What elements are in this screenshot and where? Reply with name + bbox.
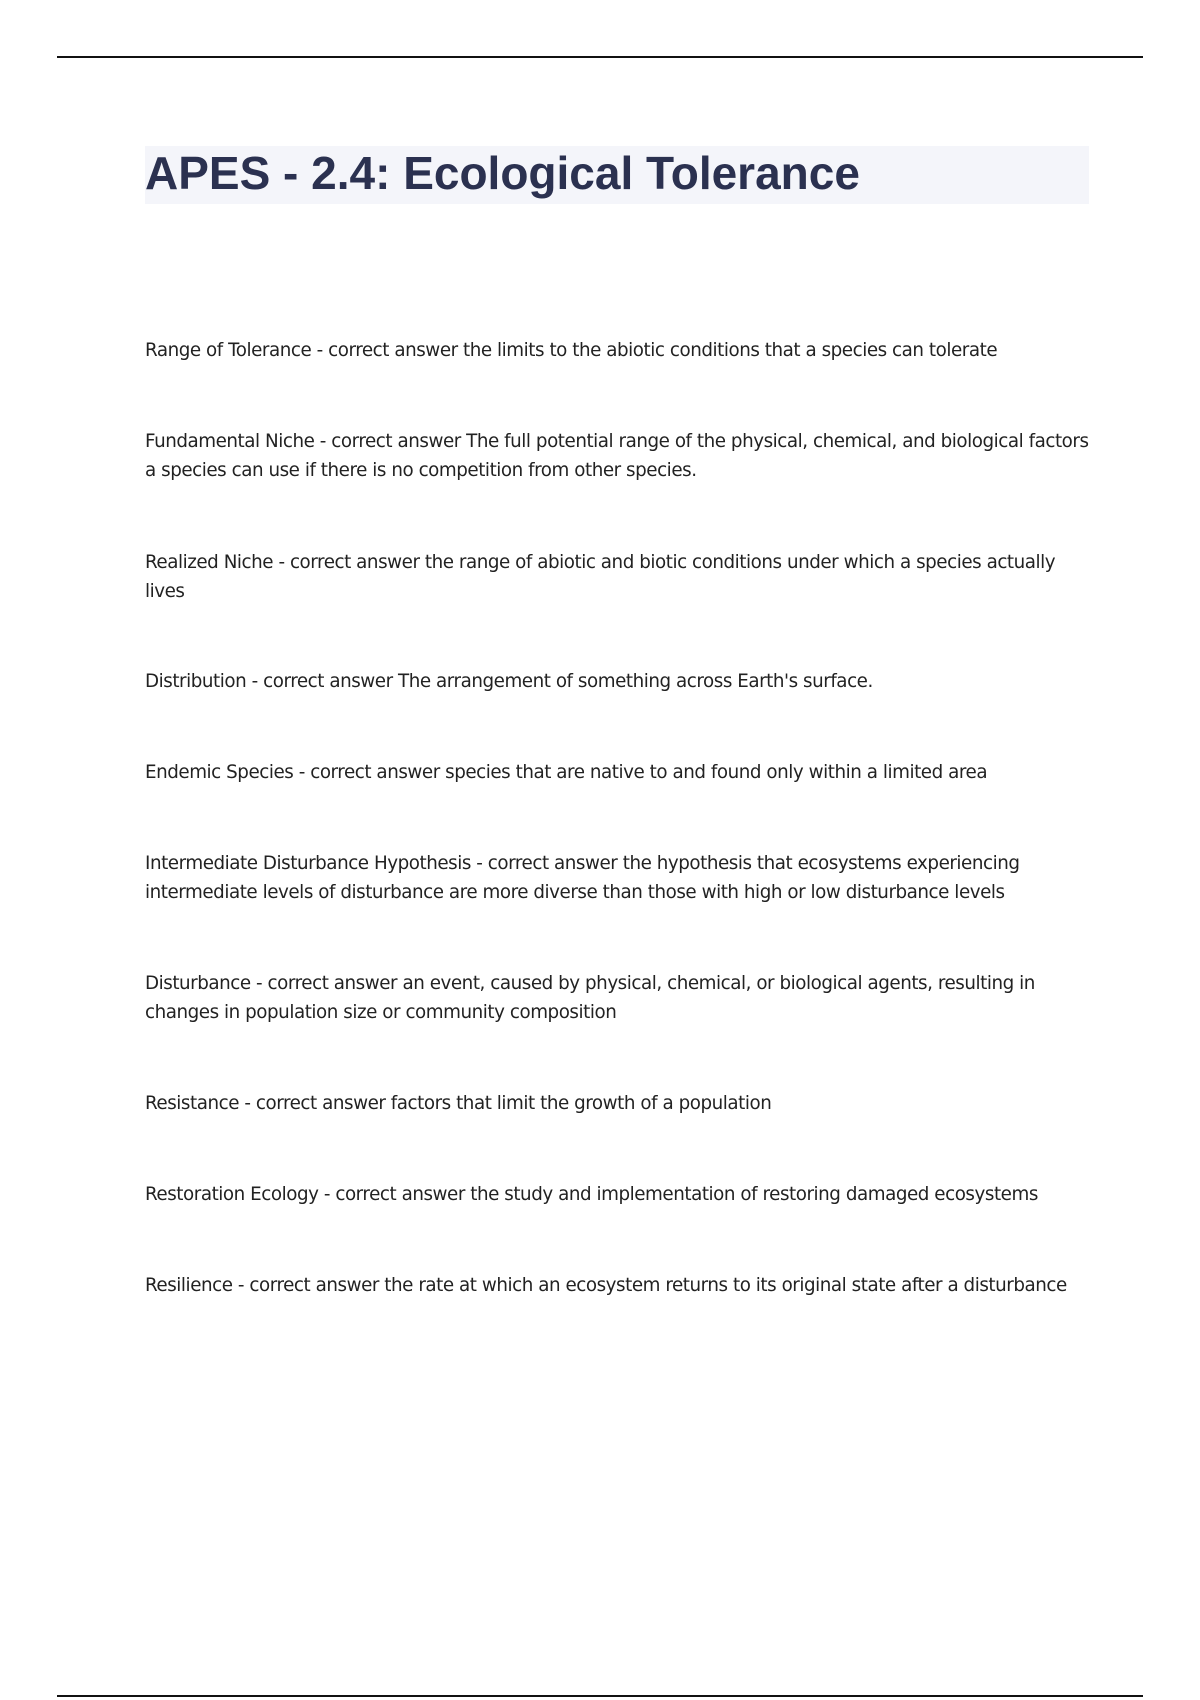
term-entry-range-of-tolerance: Range of Tolerance - correct answer the limits to the abiotic conditions that a species can tolerate: [145, 340, 998, 361]
bottom-rule: [57, 1695, 1143, 1697]
top-rule: [57, 56, 1143, 58]
term-entry-intermediate-disturbance-hypothesis: Intermediate Disturbance Hypothesis - correct answer the hypothesis that ecosystems experiencing intermediate levels of disturbance are more diverse than those with high or low disturbance levels: [145, 853, 1020, 903]
term-entry-disturbance: Disturbance - correct answer an event, caused by physical, chemical, or biological agents, resulting in changes in population size or community composition: [145, 973, 1035, 1023]
term-entry-resilience: Resilience - correct answer the rate at which an ecosystem returns to its original state after a disturbance: [145, 1275, 1067, 1296]
term-entry-distribution: Distribution - correct answer The arrangement of something across Earth's surface.: [145, 671, 873, 692]
term-entry-fundamental-niche: Fundamental Niche - correct answer The full potential range of the physical, chemical, and biological factors a species can use if there is no competition from other species.: [145, 431, 1089, 481]
page-title: APES - 2.4: Ecological Tolerance: [145, 147, 860, 199]
term-entry-realized-niche: Realized Niche - correct answer the range of abiotic and biotic conditions under which a species actually lives: [145, 552, 1056, 602]
term-entry-resistance: Resistance - correct answer factors that limit the growth of a population: [145, 1093, 772, 1114]
term-entry-endemic-species: Endemic Species - correct answer species that are native to and found only within a limited area: [145, 762, 988, 783]
term-entry-restoration-ecology: Restoration Ecology - correct answer the study and implementation of restoring damaged ecosystems: [145, 1184, 1038, 1205]
